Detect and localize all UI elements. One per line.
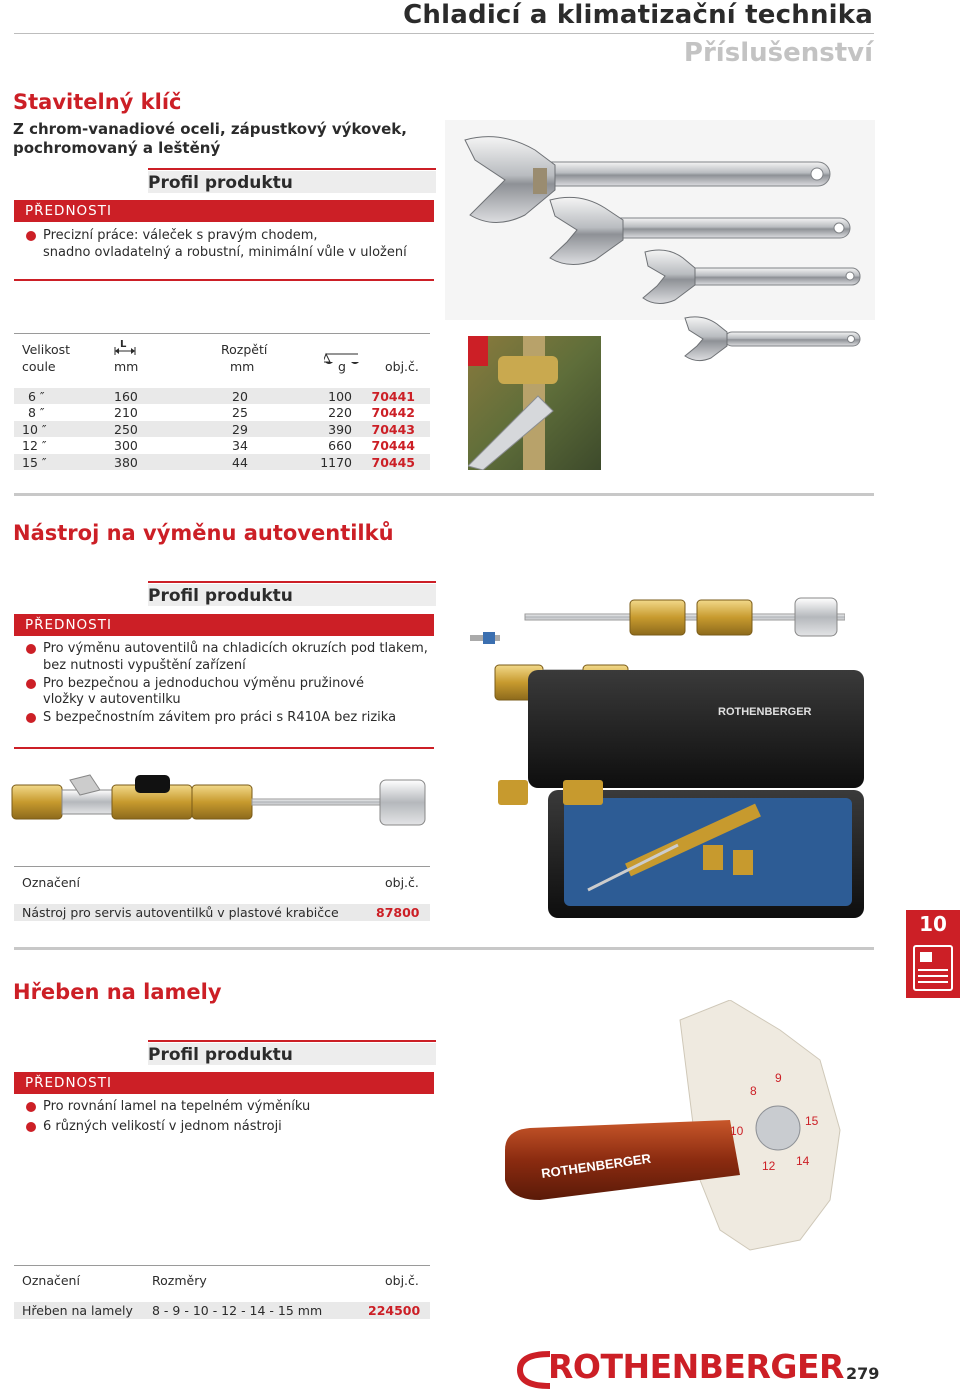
- bullet-text: snadno ovladatelný a robustní, minimální vůle v uložení: [43, 244, 407, 260]
- comb-size-label: 14: [796, 1154, 810, 1168]
- cell-span: 44: [232, 455, 248, 470]
- cell-length: 210: [114, 405, 138, 420]
- profile-top-rule: [148, 168, 436, 170]
- cell-weight: 660: [328, 438, 352, 453]
- section-divider: [14, 947, 874, 950]
- product-profile-fin-comb: [14, 1040, 434, 1140]
- bullet-dot-icon: [26, 1102, 36, 1112]
- column-header-dimensions: Rozměry: [152, 1273, 207, 1288]
- column-header-size: Velikost: [22, 342, 71, 357]
- bullet-text: S bezpečnostním závitem pro práci s R410A bez rizika: [43, 710, 397, 725]
- section-title-fin-comb: Hřeben na lamely: [13, 980, 222, 1004]
- section-divider: [14, 493, 874, 496]
- refrigeration-unit-icon: [912, 944, 954, 992]
- column-header-size-unit: coule: [22, 359, 56, 374]
- tool-case-image: [478, 670, 864, 918]
- section-title-wrench: Stavitelný klíč: [13, 90, 182, 114]
- cell-size: 8 ″: [28, 405, 45, 420]
- column-header-order: obj.č.: [385, 359, 419, 374]
- table-top-rule: [14, 1265, 430, 1266]
- cell-order-code: 70442: [371, 405, 415, 420]
- comb-size-label: 12: [762, 1159, 776, 1173]
- length-arrow-icon: [114, 347, 136, 355]
- advantages-list: [14, 228, 434, 263]
- bullet-dot-icon: [26, 679, 36, 689]
- profile-heading: [148, 1043, 436, 1065]
- cell-weight: 220: [328, 405, 352, 420]
- bullet-dot-icon: [26, 644, 36, 654]
- cell-name: Hřeben na lamely: [22, 1303, 133, 1318]
- table-top-rule: [14, 866, 430, 867]
- comb-size-label: 9: [775, 1071, 782, 1085]
- profile-heading-label: Profil produktu: [148, 1045, 293, 1065]
- table-top-rule: [14, 333, 430, 334]
- cell-length: 300: [114, 438, 138, 453]
- column-header-span: Rozpětí: [221, 342, 268, 357]
- cell-weight: 390: [328, 422, 352, 437]
- brand-logo-text: ROTHENBERGER: [548, 1347, 844, 1386]
- bullet-text: Pro bezpečnou a jednoduchou výměnu pružinové: [43, 675, 364, 691]
- column-header-length-unit: mm: [114, 359, 139, 374]
- cell-span: 29: [232, 422, 248, 437]
- cell-order-code: 70445: [371, 455, 415, 470]
- profile-heading: [148, 584, 436, 606]
- profile-heading: [148, 171, 436, 193]
- comb-size-label: 15: [805, 1114, 819, 1128]
- bullet-text: 6 různých velikostí v jednom nástroji: [43, 1118, 282, 1134]
- description-line: Z chrom-vanadiové oceli, zápustkový výkovek,: [13, 120, 407, 138]
- column-header-span-unit: mm: [230, 359, 255, 374]
- chapter-number: 10: [919, 912, 947, 936]
- list-item: [14, 1119, 434, 1136]
- valve-tool-assembled-image: [10, 770, 430, 835]
- advantages-label: PŘEDNOSTI: [25, 1075, 112, 1091]
- wrench-table-header: [14, 340, 430, 380]
- bullet-dot-icon: [26, 713, 36, 723]
- comb-size-label: 10: [730, 1124, 744, 1138]
- cell-order-code: 87800: [376, 905, 420, 920]
- bullet-text: vložky v autoventilku: [43, 692, 181, 707]
- cell-size: 15 ″: [22, 455, 47, 470]
- cell-span: 20: [232, 389, 248, 404]
- cell-order-code: 70444: [371, 438, 415, 453]
- cell-size: 12 ″: [22, 438, 47, 453]
- advantages-label: PŘEDNOSTI: [25, 203, 112, 219]
- column-header-name: Označení: [22, 875, 80, 890]
- cell-length: 380: [114, 455, 138, 470]
- section-description-wrench: [13, 120, 407, 158]
- table-row: [14, 388, 430, 404]
- profile-top-rule: [148, 581, 436, 583]
- case-brand-label: ROTHENBERGER: [718, 706, 812, 718]
- cell-name: Nástroj pro servis autoventilků v plastové krabičce: [22, 905, 339, 920]
- product-profile-valve-tool: [14, 581, 434, 751]
- advantages-list: [14, 1099, 434, 1137]
- product-profile-wrench: [14, 168, 434, 283]
- cell-order-code: 70441: [371, 389, 415, 404]
- comb-brand-label: ROTHENBERGER: [540, 1150, 652, 1181]
- section-title-valve-tool: Nástroj na výměnu autoventilků: [13, 521, 394, 545]
- list-item: [14, 710, 434, 727]
- cell-length: 160: [114, 389, 138, 404]
- wrench-in-use-photo: [468, 336, 601, 470]
- advantages-list: [14, 641, 434, 728]
- advantages-bar: [14, 200, 434, 222]
- list-item: [14, 676, 434, 709]
- cell-span: 34: [232, 438, 248, 453]
- cell-weight: 100: [328, 389, 352, 404]
- cell-size: 6 ″: [28, 389, 45, 404]
- column-header-order: obj.č.: [385, 1273, 419, 1288]
- column-header-name: Označení: [22, 1273, 80, 1288]
- cell-order-code: 70443: [371, 422, 415, 437]
- cell-size: 10 ″: [22, 422, 47, 437]
- comb-size-label: 8: [750, 1084, 757, 1098]
- profile-heading-label: Profil produktu: [148, 173, 293, 193]
- chapter-subtitle: Příslušenství: [683, 38, 873, 68]
- page-number: 279: [846, 1364, 880, 1383]
- table-row: [14, 421, 430, 437]
- profile-heading-label: Profil produktu: [148, 586, 293, 606]
- cell-dimensions: 8 - 9 - 10 - 12 - 14 - 15 mm: [152, 1303, 323, 1318]
- bullet-text: Pro výměnu autoventilů na chladicích okruzích pod tlakem,: [43, 641, 428, 656]
- cell-length: 250: [114, 422, 138, 437]
- list-item: [14, 228, 434, 261]
- profile-bottom-rule: [14, 747, 434, 749]
- bullet-dot-icon: [26, 231, 36, 241]
- column-header-order: obj.č.: [385, 875, 419, 890]
- bullet-text: Precizní práce: váleček s pravým chodem,: [43, 228, 318, 243]
- header-divider: [14, 33, 874, 34]
- cell-order-code: 224500: [368, 1303, 421, 1318]
- bullet-dot-icon: [26, 1122, 36, 1132]
- fin-comb-image: [500, 1000, 880, 1270]
- list-item: [14, 641, 434, 674]
- chapter-title: Chladicí a klimatizační technika: [403, 0, 873, 30]
- list-item: [14, 1099, 434, 1116]
- profile-top-rule: [148, 1040, 436, 1042]
- column-header-weight-unit: g: [338, 359, 346, 374]
- description-line: pochromovaný a leštěný: [13, 139, 221, 157]
- length-symbol: L: [120, 339, 127, 350]
- bullet-text: Pro rovnání lamel na tepelném výměníku: [43, 1099, 311, 1114]
- advantages-label: PŘEDNOSTI: [25, 617, 112, 633]
- profile-bottom-rule: [14, 279, 434, 281]
- advantages-bar: [14, 1072, 434, 1094]
- table-row: [14, 454, 430, 470]
- bullet-text: bez nutnosti vypuštění zařízení: [43, 657, 246, 673]
- cell-weight: 1170: [320, 455, 352, 470]
- advantages-bar: [14, 614, 434, 636]
- cell-span: 25: [232, 405, 248, 420]
